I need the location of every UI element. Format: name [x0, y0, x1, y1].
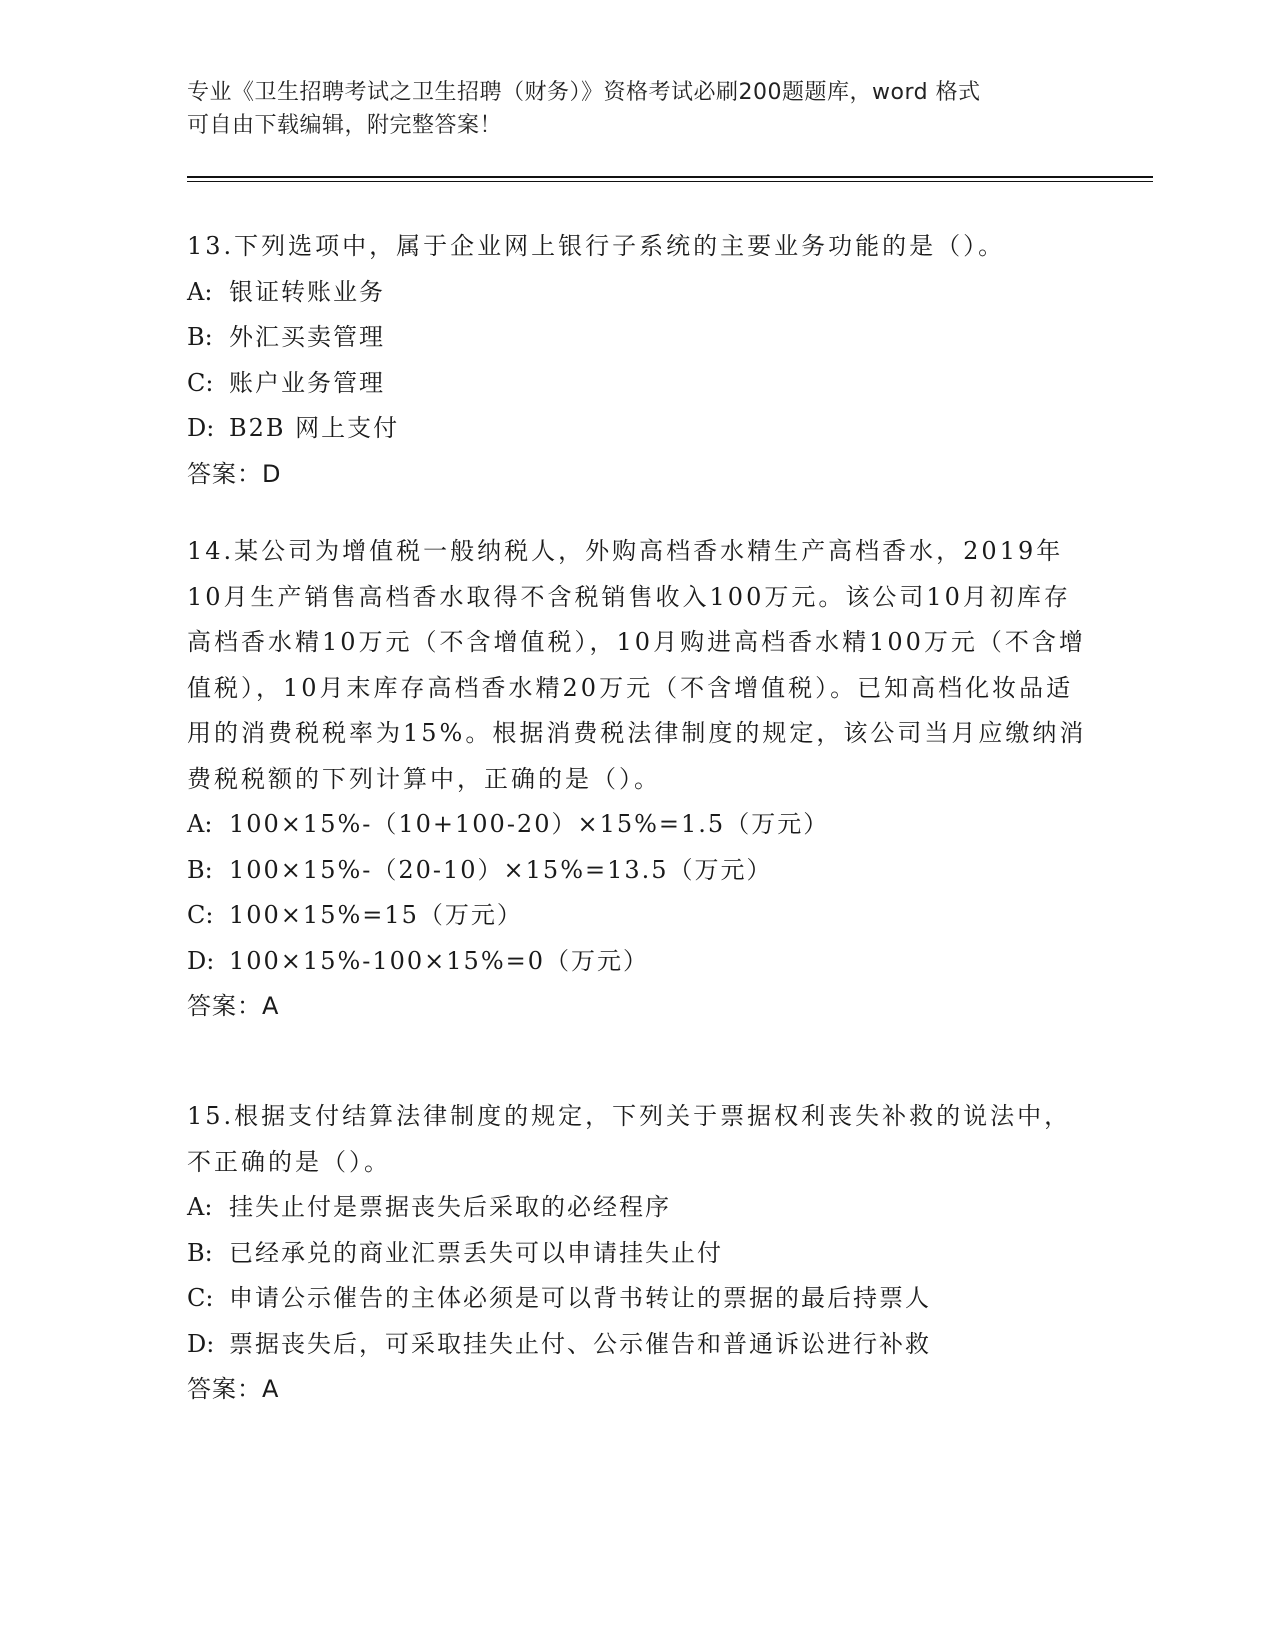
option-label: D:	[187, 1329, 215, 1358]
option-label: B:	[187, 1238, 213, 1267]
question-13	[187, 224, 1087, 497]
option-text: 挂失止付是票据丧失后采取的必经程序	[229, 1193, 671, 1221]
option-text: 外汇买卖管理	[229, 323, 385, 351]
option-text: 100×15%=15（万元）	[229, 901, 523, 929]
question-text: 13.下列选项中，属于企业网上银行子系统的主要业务功能的是（）。	[187, 232, 1006, 260]
option-label: C:	[187, 368, 214, 397]
option-label: A:	[187, 810, 213, 838]
option-b	[187, 1231, 1087, 1277]
question-14	[187, 529, 1087, 1030]
answer-line: 答案：D	[187, 459, 282, 488]
option-a	[187, 1185, 1087, 1231]
option-d	[187, 406, 1087, 452]
question-15	[187, 1094, 1087, 1413]
option-c	[187, 1276, 1087, 1322]
option-text: 100×15%-（10+100-20）×15%=1.5（万元）	[229, 810, 830, 838]
option-d	[187, 939, 1087, 985]
option-c	[187, 893, 1087, 939]
question-text: 14.某公司为增值税一般纳税人，外购高档香水精生产高档香水，2019年10月生产销售高档香水取得不含税销售收入100万元。该公司10月初库存高档香水精10万元（不含增值税），10月购进高档香水精100万元（不含增值税），10月末库存高档香水精20万元（不含增值税）。已知高档化妆品适用的消费税税率为15%。根据消费税法律制度的规定，该公司当月应缴纳消费税税额的下列计算中，正确的是（）。	[187, 537, 1087, 793]
document-header	[187, 76, 1067, 142]
option-a	[187, 802, 1087, 848]
option-b	[187, 848, 1087, 894]
option-label: C:	[187, 1284, 214, 1312]
option-text: 已经承兑的商业汇票丢失可以申请挂失止付	[229, 1238, 723, 1267]
option-text: B2B 网上支付	[229, 414, 400, 442]
option-label: B:	[187, 323, 213, 351]
option-label: A:	[187, 1193, 213, 1221]
option-b	[187, 315, 1087, 361]
answer-line: 答案：A	[187, 992, 280, 1020]
option-text: 100×15%-100×15%=0（万元）	[229, 946, 650, 975]
header-divider	[187, 176, 1153, 182]
question-text: 15.根据支付结算法律制度的规定，下列关于票据权利丧失补救的说法中，不正确的是（）。	[187, 1102, 1072, 1176]
option-c	[187, 361, 1087, 407]
option-label: C:	[187, 901, 214, 929]
header-line-2: 可自由下载编辑，附完整答案！	[187, 113, 503, 138]
option-text: 100×15%-（20-10）×15%=13.5（万元）	[229, 855, 773, 884]
option-text: 申请公示催告的主体必须是可以背书转让的票据的最后持票人	[229, 1284, 931, 1312]
option-a	[187, 270, 1087, 316]
answer-line: 答案：A	[187, 1375, 280, 1403]
option-text: 账户业务管理	[229, 368, 385, 397]
option-text: 银证转账业务	[229, 277, 385, 306]
header-line-1: 专业《卫生招聘考试之卫生招聘（财务）》资格考试必刷200题题库，word 格式	[187, 80, 981, 105]
option-text: 票据丧失后，可采取挂失止付、公示催告和普通诉讼进行补救	[229, 1329, 931, 1358]
option-d	[187, 1322, 1087, 1368]
option-label: D:	[187, 414, 215, 442]
option-label: A:	[187, 277, 213, 306]
option-label: B:	[187, 855, 213, 884]
option-label: D:	[187, 946, 215, 975]
